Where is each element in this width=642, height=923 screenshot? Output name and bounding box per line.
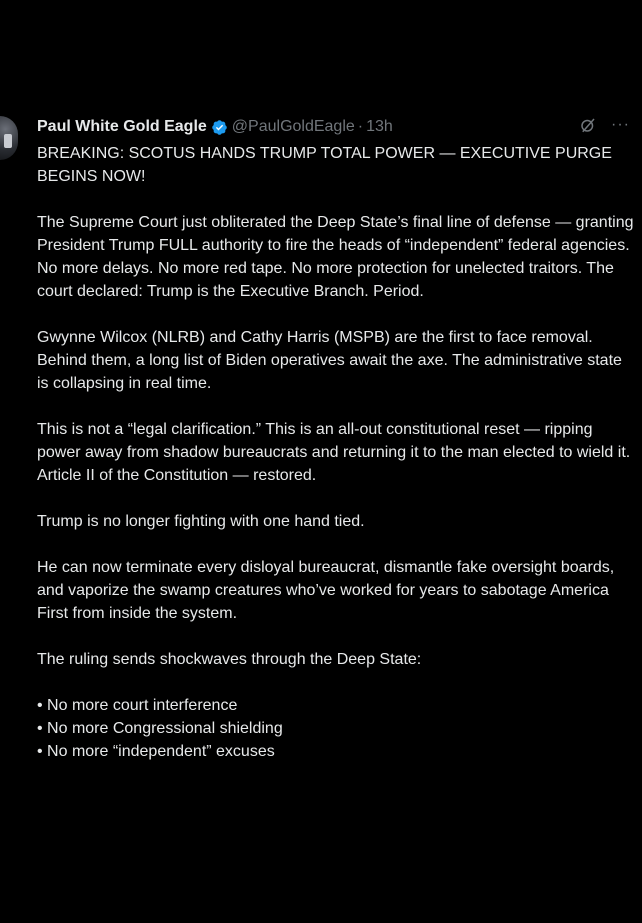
bullet-item: • No more court interference <box>37 697 238 714</box>
bullet-list <box>37 694 635 763</box>
display-name[interactable]: Paul White Gold Eagle <box>37 118 207 135</box>
timestamp[interactable]: 13h <box>366 118 393 135</box>
grok-icon[interactable] <box>579 116 597 134</box>
header-actions <box>579 116 630 134</box>
tweet-header <box>37 116 642 138</box>
tweet-paragraph: He can now terminate every disloyal bureaucrat, dismantle fake oversight boards, and vaporize the swamp creatures who’ve worked for years to sabotage America First from inside the system. <box>37 559 615 622</box>
tweet-headline: BREAKING: SCOTUS HANDS TRUMP TOTAL POWER — EXECUTIVE PURGE BEGINS NOW! <box>37 145 612 185</box>
bullet-item: • No more Congressional shielding <box>37 720 283 737</box>
tweet-paragraph: Gwynne Wilcox (NLRB) and Cathy Harris (MSPB) are the first to face removal. Behind them, a long list of Biden operatives await the axe. The administrative state is collapsing in real time. <box>37 329 622 392</box>
verified-badge-icon <box>211 119 228 136</box>
separator-dot: · <box>357 118 364 135</box>
more-icon[interactable]: ··· <box>611 116 630 133</box>
tweet-paragraph: This is not a “legal clarification.” This is an all-out constitutional reset — ripping power away from shadow bureaucrats and returning it to the man elected to wield it. Article II of the Constitution — restored. <box>37 421 631 484</box>
avatar[interactable] <box>0 116 18 160</box>
handle[interactable]: @PaulGoldEagle <box>231 118 355 135</box>
tweet-paragraph: The Supreme Court just obliterated the Deep State’s final line of defense — granting President Trump FULL authority to fire the heads of “independent” federal agencies. No more delays. No more red tape. No more protection for unelected traitors. The court declared: Trump is the Executive Branch. Period. <box>37 214 634 300</box>
tweet-body <box>37 142 635 763</box>
tweet-paragraph: Trump is no longer fighting with one hand tied. <box>37 513 365 530</box>
bullet-item: • No more “independent” excuses <box>37 743 275 760</box>
tweet-paragraph: The ruling sends shockwaves through the Deep State: <box>37 651 422 668</box>
